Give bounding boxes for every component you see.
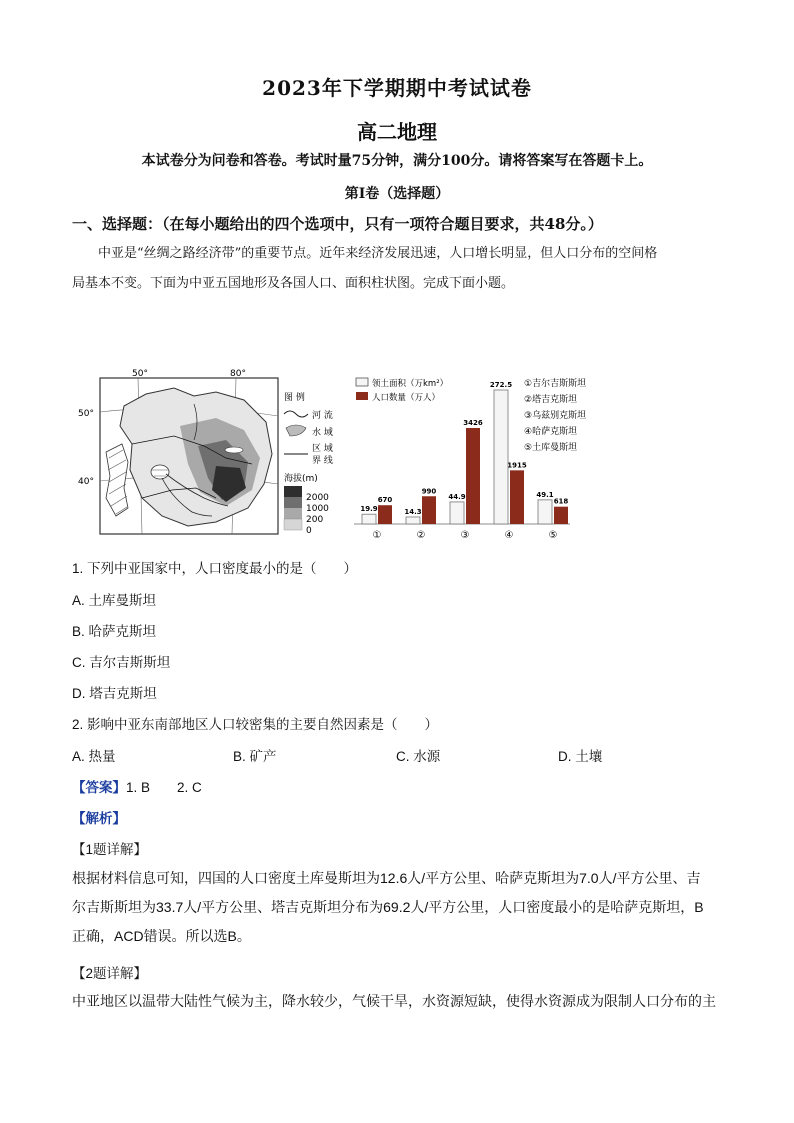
population-bar-3 — [466, 428, 480, 524]
country-legend-5: ⑤土库曼斯坦 — [524, 443, 578, 453]
water-legend-icon — [286, 425, 306, 436]
country-legend-2: ②塔吉克斯坦 — [524, 395, 578, 405]
area-value-label-2: 14.3 — [404, 507, 422, 516]
elev-level-1000: 1000 — [306, 504, 329, 514]
area-bar-3 — [450, 502, 464, 524]
category-label-1: ① — [372, 530, 382, 541]
elev-swatch-1 — [284, 486, 302, 497]
aral-sea — [151, 465, 169, 479]
question-1-option-b: B. 哈萨克斯坦 — [72, 624, 157, 639]
area-bar-5 — [538, 500, 552, 524]
elev-level-0: 0 — [306, 526, 312, 536]
central-asia-map — [76, 366, 338, 546]
population-bar-4 — [510, 470, 524, 524]
population-value-label-3: 3426 — [463, 419, 483, 427]
legend-river: 河 流 — [312, 411, 333, 421]
question-2-stem: 2. 影响中亚东南部地区人口较密集的主要自然因素是（ ） — [72, 717, 439, 732]
legend-title: 图 例 — [284, 393, 305, 403]
elev-level-2000: 2000 — [306, 493, 329, 503]
subject-title: 高二地理 — [357, 120, 437, 144]
question-1-option-a: A. 土库曼斯坦 — [72, 593, 157, 608]
area-bar-2 — [406, 517, 420, 524]
population-value-label-4: 1915 — [507, 461, 527, 470]
area-bar-1 — [362, 514, 376, 524]
area-value-label-3: 44.9 — [448, 492, 466, 501]
country-legend-3: ③乌兹别克斯坦 — [524, 411, 587, 421]
question-2-option-c: C. 水源 — [396, 749, 441, 764]
country-legend-4: ④哈萨克斯坦 — [524, 427, 578, 437]
question-2-option-d: D. 土壤 — [558, 749, 603, 764]
intro-line-2: 局基本不变。下面为中亚五国地形及各国人口、面积柱状图。完成下面小题。 — [72, 276, 515, 291]
detail-1-line-2: 尔吉斯斯坦为33.7人/平方公里、塔吉克斯坦分布为69.2人/平方公里，人口密度最小的是哈萨克斯坦，B — [72, 899, 704, 915]
elev-title: 海拔(m) — [284, 474, 318, 484]
river-legend-icon — [284, 411, 308, 417]
lat-label-40: 40° — [78, 477, 94, 487]
question-2-option-a: A. 热量 — [72, 749, 116, 764]
question-1-option-d: D. 塔吉克斯坦 — [72, 686, 157, 701]
area-value-label-1: 19.9 — [360, 505, 378, 514]
lat-label-50: 50° — [78, 409, 94, 419]
section-heading: 一、选择题：（在每小题给出的四个选项中，只有一项符合题目要求，共48分。） — [72, 215, 603, 233]
population-area-bar-chart — [348, 374, 616, 546]
legend-boundary-1: 区 域 — [312, 444, 333, 454]
area-value-label-5: 49.1 — [536, 490, 554, 499]
elev-swatch-3 — [284, 508, 302, 519]
detail-1-label: 【1题详解】 — [72, 842, 148, 857]
exam-notice: 本试卷分为问卷和答卷。考试时量75分钟，满分100分。请将答案写在答题卡上。 — [141, 153, 653, 169]
detail-2-label: 【2题详解】 — [72, 966, 148, 981]
detail-2-line-1: 中亚地区以温带大陆性气候为主，降水较少，气候干旱，水资源短缺，使得水资源成为限制人口分布的主 — [72, 993, 716, 1009]
category-label-5: ⑤ — [548, 530, 558, 541]
category-label-4: ④ — [504, 530, 514, 541]
answer-text: 1. B 2. C — [126, 780, 202, 795]
country-legend-1: ①吉尔吉斯斯坦 — [524, 379, 587, 389]
elev-swatch-2 — [284, 497, 302, 508]
legend-water: 水 域 — [312, 428, 333, 438]
population-bar-1 — [378, 505, 392, 524]
question-2-option-b: B. 矿产 — [233, 749, 277, 764]
legend-boundary-2: 界 线 — [312, 456, 333, 466]
part-heading: 第Ⅰ卷（选择题） — [344, 186, 450, 202]
answer-label: 【答案】 — [72, 780, 126, 795]
legend-area-swatch — [356, 378, 368, 386]
legend-population-label: 人口数量（万人） — [372, 393, 441, 403]
detail-1-line-1: 根据材料信息可知，四国的人口密度土库曼斯坦为12.6人/平方公里、哈萨克斯坦为7.0人/平方公里、吉 — [72, 870, 701, 886]
lon-label-50: 50° — [132, 369, 148, 379]
population-value-label-2: 990 — [421, 487, 437, 496]
intro-line-1: 中亚是“丝绸之路经济带”的重要节点。近年来经济发展迅速，人口增长明显，但人口分布的空间格 — [98, 246, 658, 261]
answer-line — [72, 776, 202, 796]
balkhash-lake — [225, 447, 243, 453]
area-bar-4 — [494, 390, 508, 524]
elev-level-200: 200 — [306, 515, 324, 525]
population-value-label-5: 618 — [553, 497, 569, 506]
question-1-option-c: C. 吉尔吉斯斯坦 — [72, 655, 171, 670]
question-1-stem: 1. 下列中亚国家中，人口密度最小的是（ ） — [72, 561, 358, 576]
population-bar-2 — [422, 496, 436, 524]
population-bar-5 — [554, 507, 568, 524]
area-value-label-4: 272.5 — [489, 381, 513, 389]
lon-label-80: 80° — [230, 369, 246, 379]
detail-1-line-3: 正确，ACD错误。所以选B。 — [72, 928, 251, 944]
elev-swatch-4 — [284, 519, 302, 530]
population-value-label-1: 670 — [377, 496, 393, 505]
legend-area-label: 领土面积（万km²） — [372, 379, 449, 389]
category-label-3: ③ — [460, 530, 470, 541]
exam-title: 2023年下学期期中考试试卷 — [262, 76, 532, 100]
legend-population-swatch — [356, 392, 368, 400]
analysis-label: 【解析】 — [72, 811, 126, 826]
category-label-2: ② — [416, 530, 426, 541]
